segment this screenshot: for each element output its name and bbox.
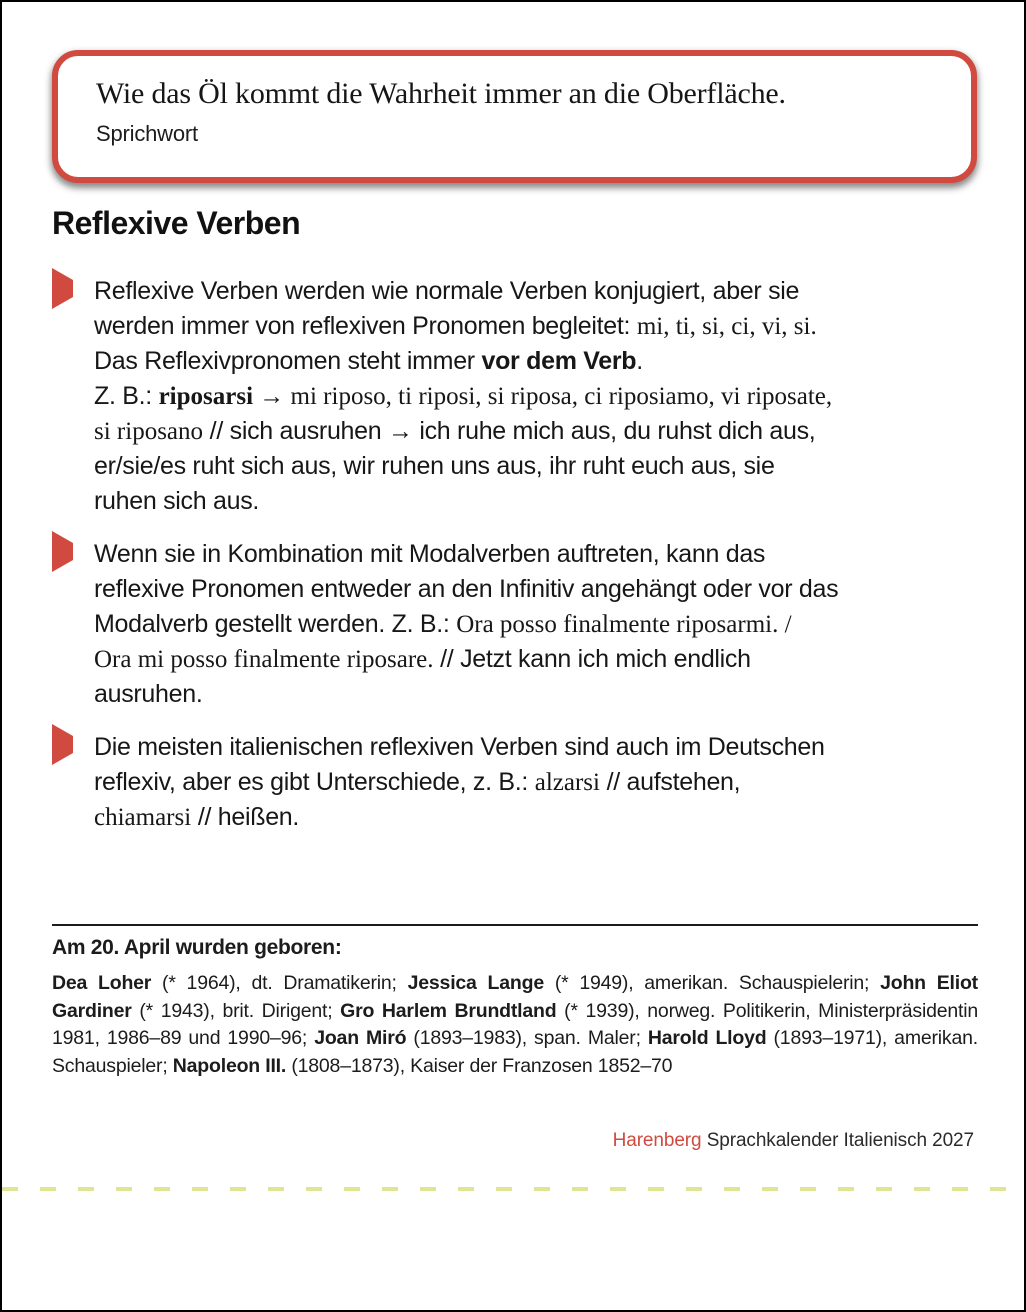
calendar-title: Sprachkalender Italienisch 2027	[706, 1130, 974, 1151]
proverb-source: Sprichwort	[96, 121, 198, 146]
proverb-box	[52, 50, 977, 183]
birthdays-heading: Am 20. April wurden geboren:	[52, 936, 342, 959]
triangle-bullet-icon	[52, 730, 94, 754]
bullet-list	[52, 274, 980, 853]
page-title: Reflexive Verben	[52, 205, 301, 241]
bullet-item	[52, 537, 980, 712]
birthdays-text: Dea Loher (* 1964), dt. Dramatikerin; Jessica Lange (* 1949), amerikan. Schauspielerin; John Eliot Gardiner (* 1943), brit. Dirigent; Gro Harlem Brundtland (* 1939), norweg. Politikerin, Ministerpräsidentin 1981, 1986–89 und 1990–96; Joan Miró (1893–1983), span. Maler; Harold Lloyd (1893–1971), amerikan. Schauspieler; Napoleon III. (1808–1873), Kaiser der Franzosen 1852–70	[52, 972, 979, 1077]
footer	[613, 1130, 974, 1152]
perforation-line	[2, 1187, 1024, 1191]
bullet-item	[52, 730, 980, 835]
triangle-bullet-icon	[52, 537, 94, 561]
bullet-text: Reflexive Verben werden wie normale Verben konjugiert, aber sie werden immer von reflexiven Pronomen begleitet: mi, ti, si, ci, vi, si. Das Reflexivpronomen steht immer vor dem Verb. Z. B.: riposarsi → mi riposo, ti riposi, si riposa, ci riposiamo, vi riposate, si riposano // sich ausruhen → ich ruhe mich aus, du ruhst dich aus, er/sie/es ruht sich aus, wir ruhen uns aus, ihr ruht euch aus, sie ruhen sich aus.	[94, 277, 833, 515]
brand-name: Harenberg	[612, 1130, 702, 1151]
triangle-bullet-icon	[52, 274, 94, 298]
bullet-item	[52, 274, 980, 519]
section-divider	[52, 924, 978, 926]
bullet-text: Die meisten italienischen reflexiven Verben sind auch im Deutschen reflexiv, aber es gibt Unterschiede, z. B.: alzarsi // aufstehen, chiamarsi // heißen.	[94, 733, 825, 831]
bullet-text: Wenn sie in Kombination mit Modalverben auftreten, kann das reflexive Pronomen entweder an den Infinitiv angehängt oder vor das Modalverb gestellt werden. Z. B.: Ora posso finalmente riposarmi. / Ora mi posso finalmente riposare. // Jetzt kann ich mich endlich ausruhen.	[94, 540, 839, 708]
proverb-text: Wie das Öl kommt die Wahrheit immer an die Oberfläche.	[96, 77, 786, 110]
